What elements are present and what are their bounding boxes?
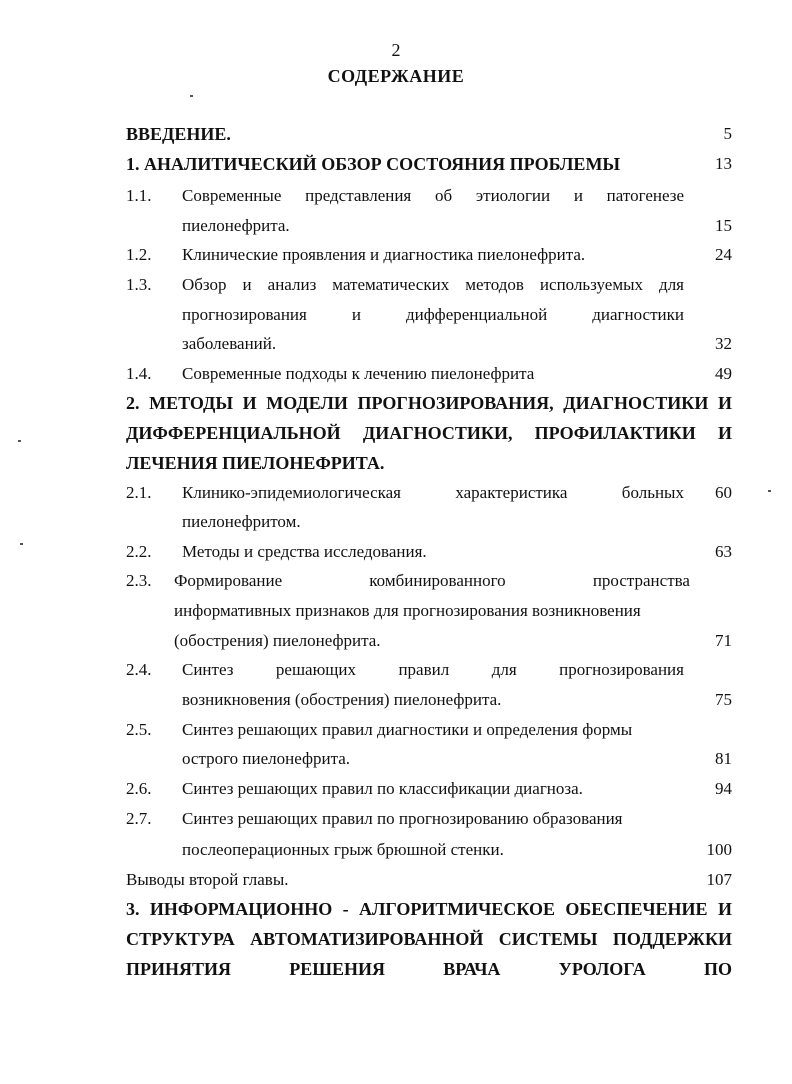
toc-entry-number: 2.2. <box>126 542 152 561</box>
toc-entry-2-7[interactable] <box>126 809 732 839</box>
word: характеристика <box>455 483 568 502</box>
toc-entry-text: пиелонефрита. <box>182 216 290 235</box>
toc-entry-text: Синтез решающих правил по прогнозированию образования <box>182 809 623 828</box>
toc-entry-text: Синтез решающих правил по классификации диагноза. <box>182 779 583 798</box>
toc-entry-2-6[interactable] <box>126 779 732 809</box>
word: ДИАГНОСТИКИ <box>563 393 709 413</box>
toc-entry-page: 32 <box>715 334 732 353</box>
toc-entry-number: 2.7. <box>126 809 152 828</box>
toc-chapter-3-cont[interactable] <box>126 929 732 950</box>
toc-entry-text: возникновения (обострения) пиелонефрита. <box>182 690 502 709</box>
toc-entry-2-5-cont[interactable] <box>126 749 732 779</box>
toc-chapter-2-cont2[interactable] <box>126 453 732 474</box>
toc-entry-1-2[interactable] <box>126 245 732 275</box>
toc-title: СОДЕРЖАНИЕ <box>327 66 465 86</box>
toc-entry-1-1-cont[interactable] <box>126 216 732 246</box>
word: представления <box>305 186 412 205</box>
toc-entry-page: 63 <box>715 542 732 561</box>
toc-entry-line <box>182 483 684 503</box>
word: диагностики <box>592 305 684 324</box>
toc-entry-2-5[interactable] <box>126 720 732 750</box>
word: математических <box>332 275 450 294</box>
toc-chapter-1-title: 1. АНАЛИТИЧЕСКИЙ ОБЗОР СОСТОЯНИЯ ПРОБЛЕМЫ <box>126 154 621 174</box>
toc-entry-conclusions[interactable] <box>126 870 732 900</box>
word: анализ <box>267 275 317 294</box>
toc-entry-text: Современные подходы к лечению пиелонефрита <box>182 364 535 383</box>
toc-entry-page: 71 <box>715 631 732 650</box>
toc-entry-page: 24 <box>715 245 732 264</box>
toc-entry-number: 1.2. <box>126 245 152 264</box>
toc-entry-text: острого пиелонефрита. <box>182 749 351 768</box>
toc-entry-line <box>182 186 684 206</box>
word: АВТОМАТИЗИРОВАННОЙ <box>250 929 484 949</box>
word: пространства <box>592 571 690 590</box>
toc-entry-number: 1.3. <box>126 275 152 294</box>
toc-entry-1-1[interactable] <box>126 186 732 216</box>
scan-speck <box>190 95 193 97</box>
toc-entry-number: 1.4. <box>126 364 152 383</box>
toc-entry-text: Выводы второй главы. <box>126 870 289 889</box>
toc-chapter-1[interactable] <box>126 154 732 175</box>
toc-entry-line <box>182 660 684 680</box>
toc-entry-1-4[interactable] <box>126 364 732 394</box>
word: 2. <box>126 393 140 413</box>
toc-chapter-3-cont2[interactable] <box>126 959 732 980</box>
toc-entry-2-3-cont[interactable] <box>126 601 732 631</box>
word: больных <box>621 483 684 502</box>
toc-intro-label: ВВЕДЕНИЕ. <box>126 124 231 144</box>
toc-entry-text: Синтез решающих правил диагностики и определения формы <box>182 720 633 739</box>
word: дифференциальной <box>406 305 548 324</box>
toc-entry-page: 94 <box>715 779 732 798</box>
word: используемых <box>539 275 644 294</box>
page-number: 2 <box>391 40 401 60</box>
word: Синтез <box>182 660 234 679</box>
word: ПРОГНОЗИРОВАНИЯ, <box>357 393 554 413</box>
word: РЕШЕНИЯ <box>289 959 386 979</box>
toc-entry-page: 60 <box>715 483 732 502</box>
word: МЕТОДЫ <box>149 393 234 413</box>
word: 3. <box>126 899 140 919</box>
toc-entry-2-3-cont2[interactable] <box>126 631 732 661</box>
toc-entry-2-2[interactable] <box>126 542 732 572</box>
toc-entry-text: пиелонефритом. <box>182 512 301 531</box>
word: И <box>717 899 732 919</box>
toc-entry-line <box>182 275 684 295</box>
toc-entry-page: 49 <box>715 364 732 383</box>
word: ИНФОРМАЦИОННО <box>149 899 333 919</box>
word: СИСТЕМЫ <box>498 929 598 949</box>
toc-entry-2-7-cont[interactable] <box>126 840 732 870</box>
toc-entry-page: 107 <box>706 870 732 889</box>
toc-entry-2-1[interactable] <box>126 483 732 513</box>
toc-entry-number: 1.1. <box>126 186 152 205</box>
toc-entry-1-3-cont[interactable] <box>126 305 732 335</box>
toc-entry-number: 2.3. <box>126 571 152 590</box>
toc-entry-2-3[interactable] <box>126 571 732 601</box>
toc-entry-1-3-cont2[interactable] <box>126 334 732 364</box>
word: и <box>573 186 583 205</box>
toc-entry-2-1-cont[interactable] <box>126 512 732 542</box>
word: прогнозирования <box>559 660 684 679</box>
toc-chapter-1-page: 13 <box>715 154 732 173</box>
word: И <box>717 393 732 413</box>
toc-entry-page: 100 <box>706 840 732 859</box>
toc-entry-text: информативных признаков для прогнозирования возникновения <box>174 601 641 620</box>
toc-entry-text: Методы и средства исследования. <box>182 542 427 561</box>
word: ПРОФИЛАКТИКИ <box>534 423 696 443</box>
toc-entry-line <box>174 571 690 591</box>
toc-entry-page: 81 <box>715 749 732 768</box>
scan-speck <box>18 440 21 442</box>
word: УРОЛОГА <box>558 959 646 979</box>
word: И <box>242 393 257 413</box>
word: МОДЕЛИ <box>266 393 348 413</box>
word: Современные <box>182 186 282 205</box>
scan-speck <box>20 543 23 545</box>
word: ПРИНЯТИЯ <box>126 959 232 979</box>
word: решающих <box>275 660 356 679</box>
word: и <box>242 275 252 294</box>
scan-speck <box>768 490 771 492</box>
toc-entry-number: 2.4. <box>126 660 152 679</box>
word: патогенезе <box>606 186 684 205</box>
word: методов <box>465 275 524 294</box>
toc-chapter-2-cont[interactable] <box>126 423 732 444</box>
word: ДИАГНОСТИКИ, <box>362 423 513 443</box>
toc-chapter-3[interactable] <box>126 899 732 920</box>
word: для <box>659 275 684 294</box>
toc-chapter-2[interactable] <box>126 393 732 414</box>
toc-entry-page: 75 <box>715 690 732 709</box>
toc-entry-text: заболеваний. <box>182 334 277 353</box>
word: ПОДДЕРЖКИ <box>612 929 732 949</box>
toc-intro-page: 5 <box>723 124 732 143</box>
word: ДИФФЕРЕНЦИАЛЬНОЙ <box>126 423 341 443</box>
word: Клинико-эпидемиологическая <box>182 483 401 502</box>
toc-entry-text: (обострения) пиелонефрита. <box>174 631 381 650</box>
word: АЛГОРИТМИЧЕСКОЕ <box>359 899 556 919</box>
word: для <box>491 660 517 679</box>
word: об <box>434 186 453 205</box>
toc-entry-text: послеоперационных грыж брюшной стенки. <box>182 840 504 859</box>
word: ОБЕСПЕЧЕНИЕ <box>565 899 708 919</box>
toc-entry-1-3[interactable] <box>126 275 732 305</box>
word: - <box>342 899 349 919</box>
toc-entry-2-4-cont[interactable] <box>126 690 732 720</box>
word: прогнозирования <box>182 305 307 324</box>
word: ВРАЧА <box>443 959 501 979</box>
toc-chapter-2-title-end: ЛЕЧЕНИЯ ПИЕЛОНЕФРИТА. <box>126 453 385 473</box>
toc-entry-text: Клинические проявления и диагностика пиелонефрита. <box>182 245 586 264</box>
word: Обзор <box>182 275 227 294</box>
word: ПО <box>703 959 732 979</box>
word: правил <box>398 660 450 679</box>
toc-entry-number: 2.6. <box>126 779 152 798</box>
word: этиологии <box>475 186 551 205</box>
toc-intro[interactable] <box>126 124 732 145</box>
word: и <box>351 305 361 324</box>
word: комбинированного <box>369 571 506 590</box>
toc-entry-page: 15 <box>715 216 732 235</box>
word: И <box>717 423 732 443</box>
toc-entry-number: 2.5. <box>126 720 152 739</box>
toc-entry-number: 2.1. <box>126 483 152 502</box>
toc-entry-line <box>182 305 684 325</box>
word: Формирование <box>174 571 283 590</box>
toc-entry-2-4[interactable] <box>126 660 732 690</box>
word: СТРУКТУРА <box>126 929 235 949</box>
